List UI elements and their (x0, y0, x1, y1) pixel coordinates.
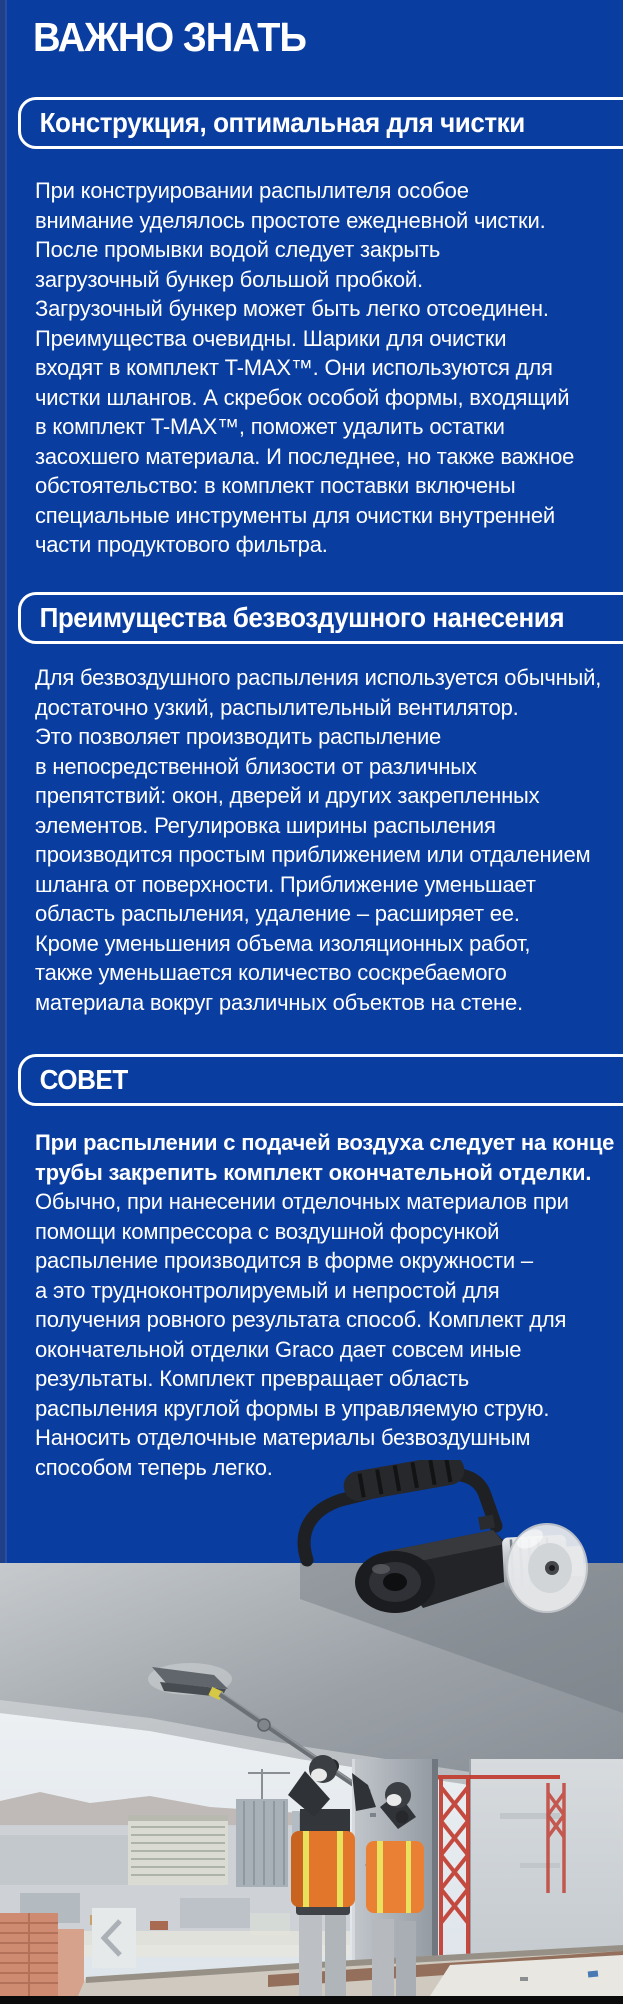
text-line: в непосредственной близости от различных (35, 753, 477, 779)
section-body-tip-lead (35, 1128, 620, 1187)
text-line: При конструировании распылителя особое (35, 178, 469, 203)
text-line: распыление производится в форме окружности – (35, 1248, 533, 1273)
sprayer-tip-guard (507, 1524, 587, 1612)
text-line: шланга от поверхности. Приближение уменьшает (35, 871, 536, 897)
text-line: Для безвоздушного распыления используется обычный, (35, 665, 602, 690)
text-line: части продуктового фильтра. (35, 532, 328, 557)
text-line: препятствий: окон, дверей и других закрепленных (35, 783, 540, 808)
text-line: распыления круглой формы в управляемую струю. (35, 1395, 550, 1421)
text-line: чистки шлангов. А скребок особой формы, входящий (35, 384, 570, 410)
section-heading-banner-tip (18, 1054, 623, 1106)
text-line: достаточно узкий, распылительный вентилятор. (35, 694, 519, 720)
sprayer-head-illustration (283, 1460, 589, 1616)
text-line: трубы закрепить комплект окончательной отделки. (35, 1159, 592, 1185)
text-line: в комплект T-MAX™, поможет удалить остатки (35, 414, 505, 439)
text-line: также уменьшается количество соскребаемого (35, 960, 507, 985)
text-line: После промывки водой следует закрыть (35, 237, 441, 262)
text-line: входят в комплект T-MAX™. Они используются для (35, 355, 553, 380)
workers-spraying-ceiling-photo (0, 1563, 623, 1996)
section-heading-banner-airless (18, 592, 623, 644)
section-heading-text: СОВЕТ (39, 1064, 128, 1095)
sprayer-flange (355, 1551, 435, 1613)
text-line: внимание уделялось простоте ежедневной чистки. (35, 207, 546, 233)
construction-photo (0, 1563, 623, 1996)
sprayer-product-image (283, 1460, 589, 1616)
sprayer-grip (341, 1460, 466, 1503)
text-line: Кроме уменьшения объема изоляционных работ, (35, 930, 531, 956)
text-line: способом теперь легко. (35, 1454, 273, 1480)
left-edge-stripe-highlight (5, 0, 7, 1563)
text-line: а это трудноконтролируемый и непростой для (35, 1277, 500, 1303)
section-body-tip (35, 1187, 620, 1482)
text-line: производится простым приближением или отдалением (35, 842, 591, 867)
text-line: Преимущества очевидны. Шарики для очистки (35, 325, 507, 351)
section-body-cleaning (35, 176, 620, 560)
text-line: Наносить отделочные материалы безвоздушным (35, 1425, 531, 1450)
text-line: засохшего материала. И последнее, но также важное (35, 443, 575, 469)
sprayer-knob (478, 1515, 495, 1530)
pole-joint (258, 1719, 270, 1731)
wall-mark (520, 1863, 560, 1868)
text-line: Загрузочный бункер может быть легко отсоединен. (35, 296, 549, 321)
section-heading-banner-cleaning (18, 97, 623, 149)
text-line: помощи компрессора с воздушной форсункой (35, 1218, 500, 1244)
text-line: обстоятельство: в комплект поставки включены (35, 473, 516, 498)
text-line: материала вокруг различных объектов на стене. (35, 989, 523, 1015)
text-line: элементов. Регулировка ширины распыления (35, 812, 496, 838)
text-line: результаты. Комплект превращает область (35, 1366, 470, 1391)
section-heading-text: Конструкция, оптимальная для чистки (39, 107, 525, 138)
text-line: Это позволяет производить распыление (35, 724, 442, 749)
section-heading-text: Преимущества безвоздушного нанесения (39, 602, 565, 633)
page-title: ВАЖНО ЗНАТЬ (33, 14, 306, 60)
text-line: область распыления, удаление – расширяет ее. (35, 901, 520, 926)
text-line: получения ровного результата способ. Комплект для (35, 1307, 567, 1332)
bottom-black-bar (0, 1996, 623, 2004)
text-line: окончательной отделки Graco дает совсем иные (35, 1336, 522, 1362)
text-line: При распылении с подачей воздуха следует на конце (35, 1130, 615, 1155)
section-body-airless (35, 663, 620, 1017)
text-line: специальные инструменты для очистки внутренней (35, 502, 555, 528)
text-line: Обычно, при нанесении отделочных материалов при (35, 1189, 569, 1214)
text-line: загрузочный бункер большой пробкой. (35, 266, 423, 292)
